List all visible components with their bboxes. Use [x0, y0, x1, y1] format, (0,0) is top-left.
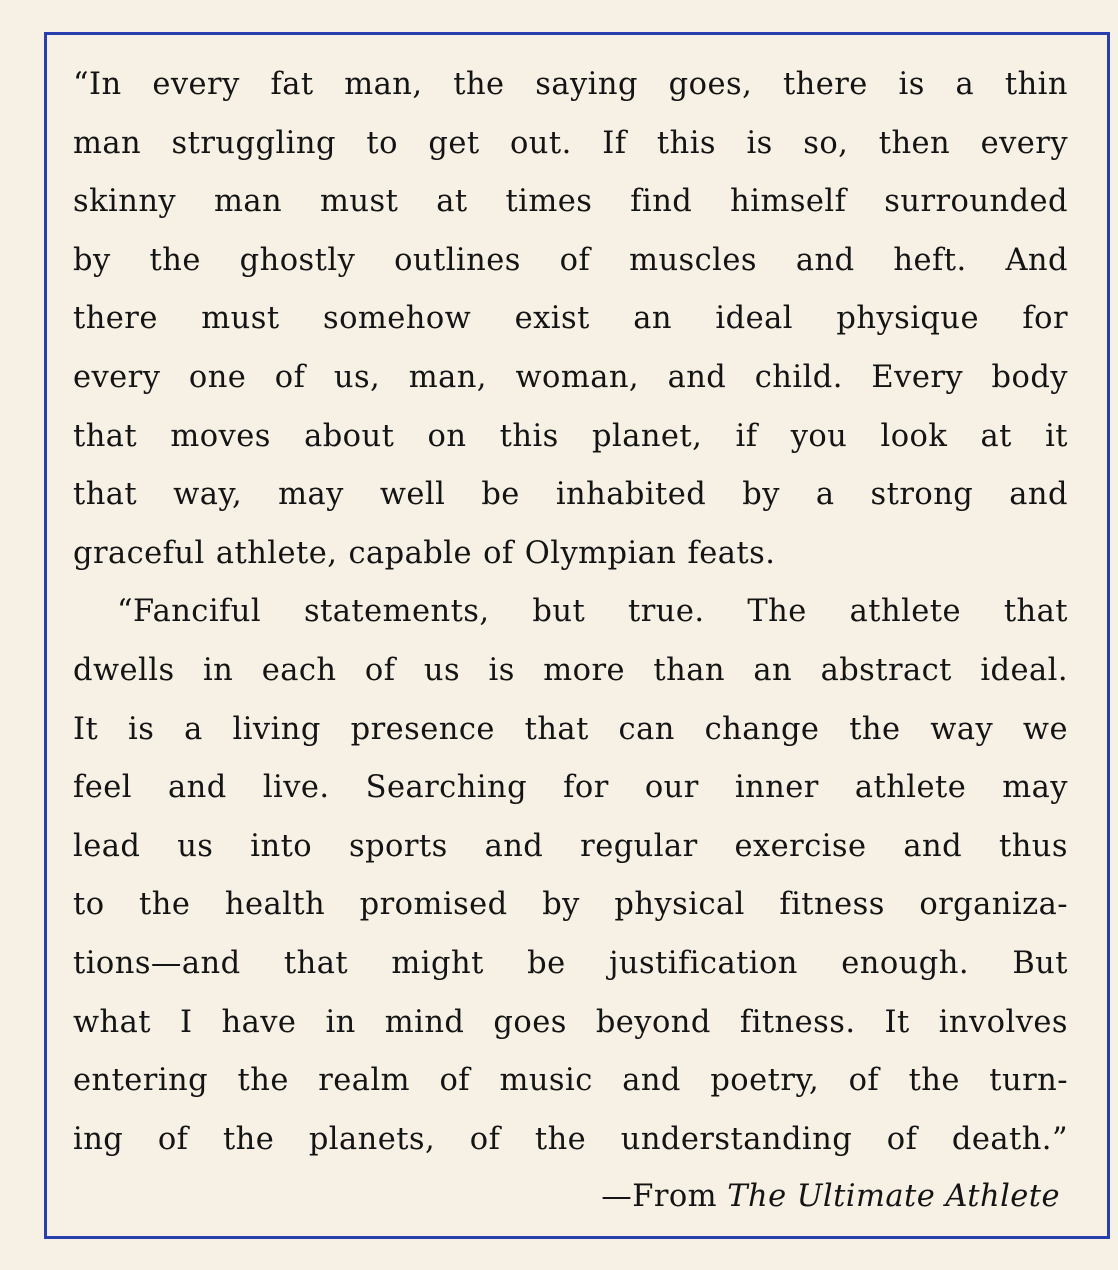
quote-line: to the health promised by physical fitness organiza-	[73, 887, 1068, 923]
quote-line: feel and live. Searching for our inner athlete may	[73, 770, 1068, 806]
quote-block	[73, 56, 1068, 1169]
attribution-prefix: —From	[601, 1179, 728, 1214]
quote-line: every one of us, man, woman, and child. Every body	[73, 359, 1068, 395]
quote-line: “Fanciful statements, but true. The athlete that	[117, 594, 1068, 630]
quote-line: ing of the planets, of the understanding of death.”	[73, 1121, 1068, 1157]
quote-line: there must somehow exist an ideal physique for	[73, 301, 1068, 337]
quote-line: “In every fat man, the saying goes, there is a thin	[73, 67, 1068, 102]
quote-line: skinny man must at times find himself surrounded	[73, 184, 1068, 220]
quote-line: graceful athlete, capable of Olympian feats.	[73, 535, 776, 571]
quote-line: what I have in mind goes beyond fitness. It involves	[73, 1004, 1068, 1040]
quote-line: lead us into sports and regular exercise and thus	[73, 828, 1068, 864]
quote-line: that way, may well be inhabited by a strong and	[73, 477, 1068, 513]
quote-line: tions—and that might be justification enough. But	[73, 945, 1068, 981]
attribution-book-title: The Ultimate Athlete	[727, 1179, 1060, 1214]
quote-line: entering the realm of music and poetry, of the turn-	[73, 1063, 1068, 1099]
quote-line: It is a living presence that can change the way we	[73, 711, 1068, 747]
quote-line: that moves about on this planet, if you look at it	[73, 418, 1068, 454]
quote-line: by the ghostly outlines of muscles and heft. And	[73, 242, 1068, 278]
quote-line: dwells in each of us is more than an abstract ideal.	[73, 652, 1068, 688]
quote-line: man struggling to get out. If this is so, then every	[73, 125, 1068, 161]
attribution	[601, 1168, 1060, 1226]
